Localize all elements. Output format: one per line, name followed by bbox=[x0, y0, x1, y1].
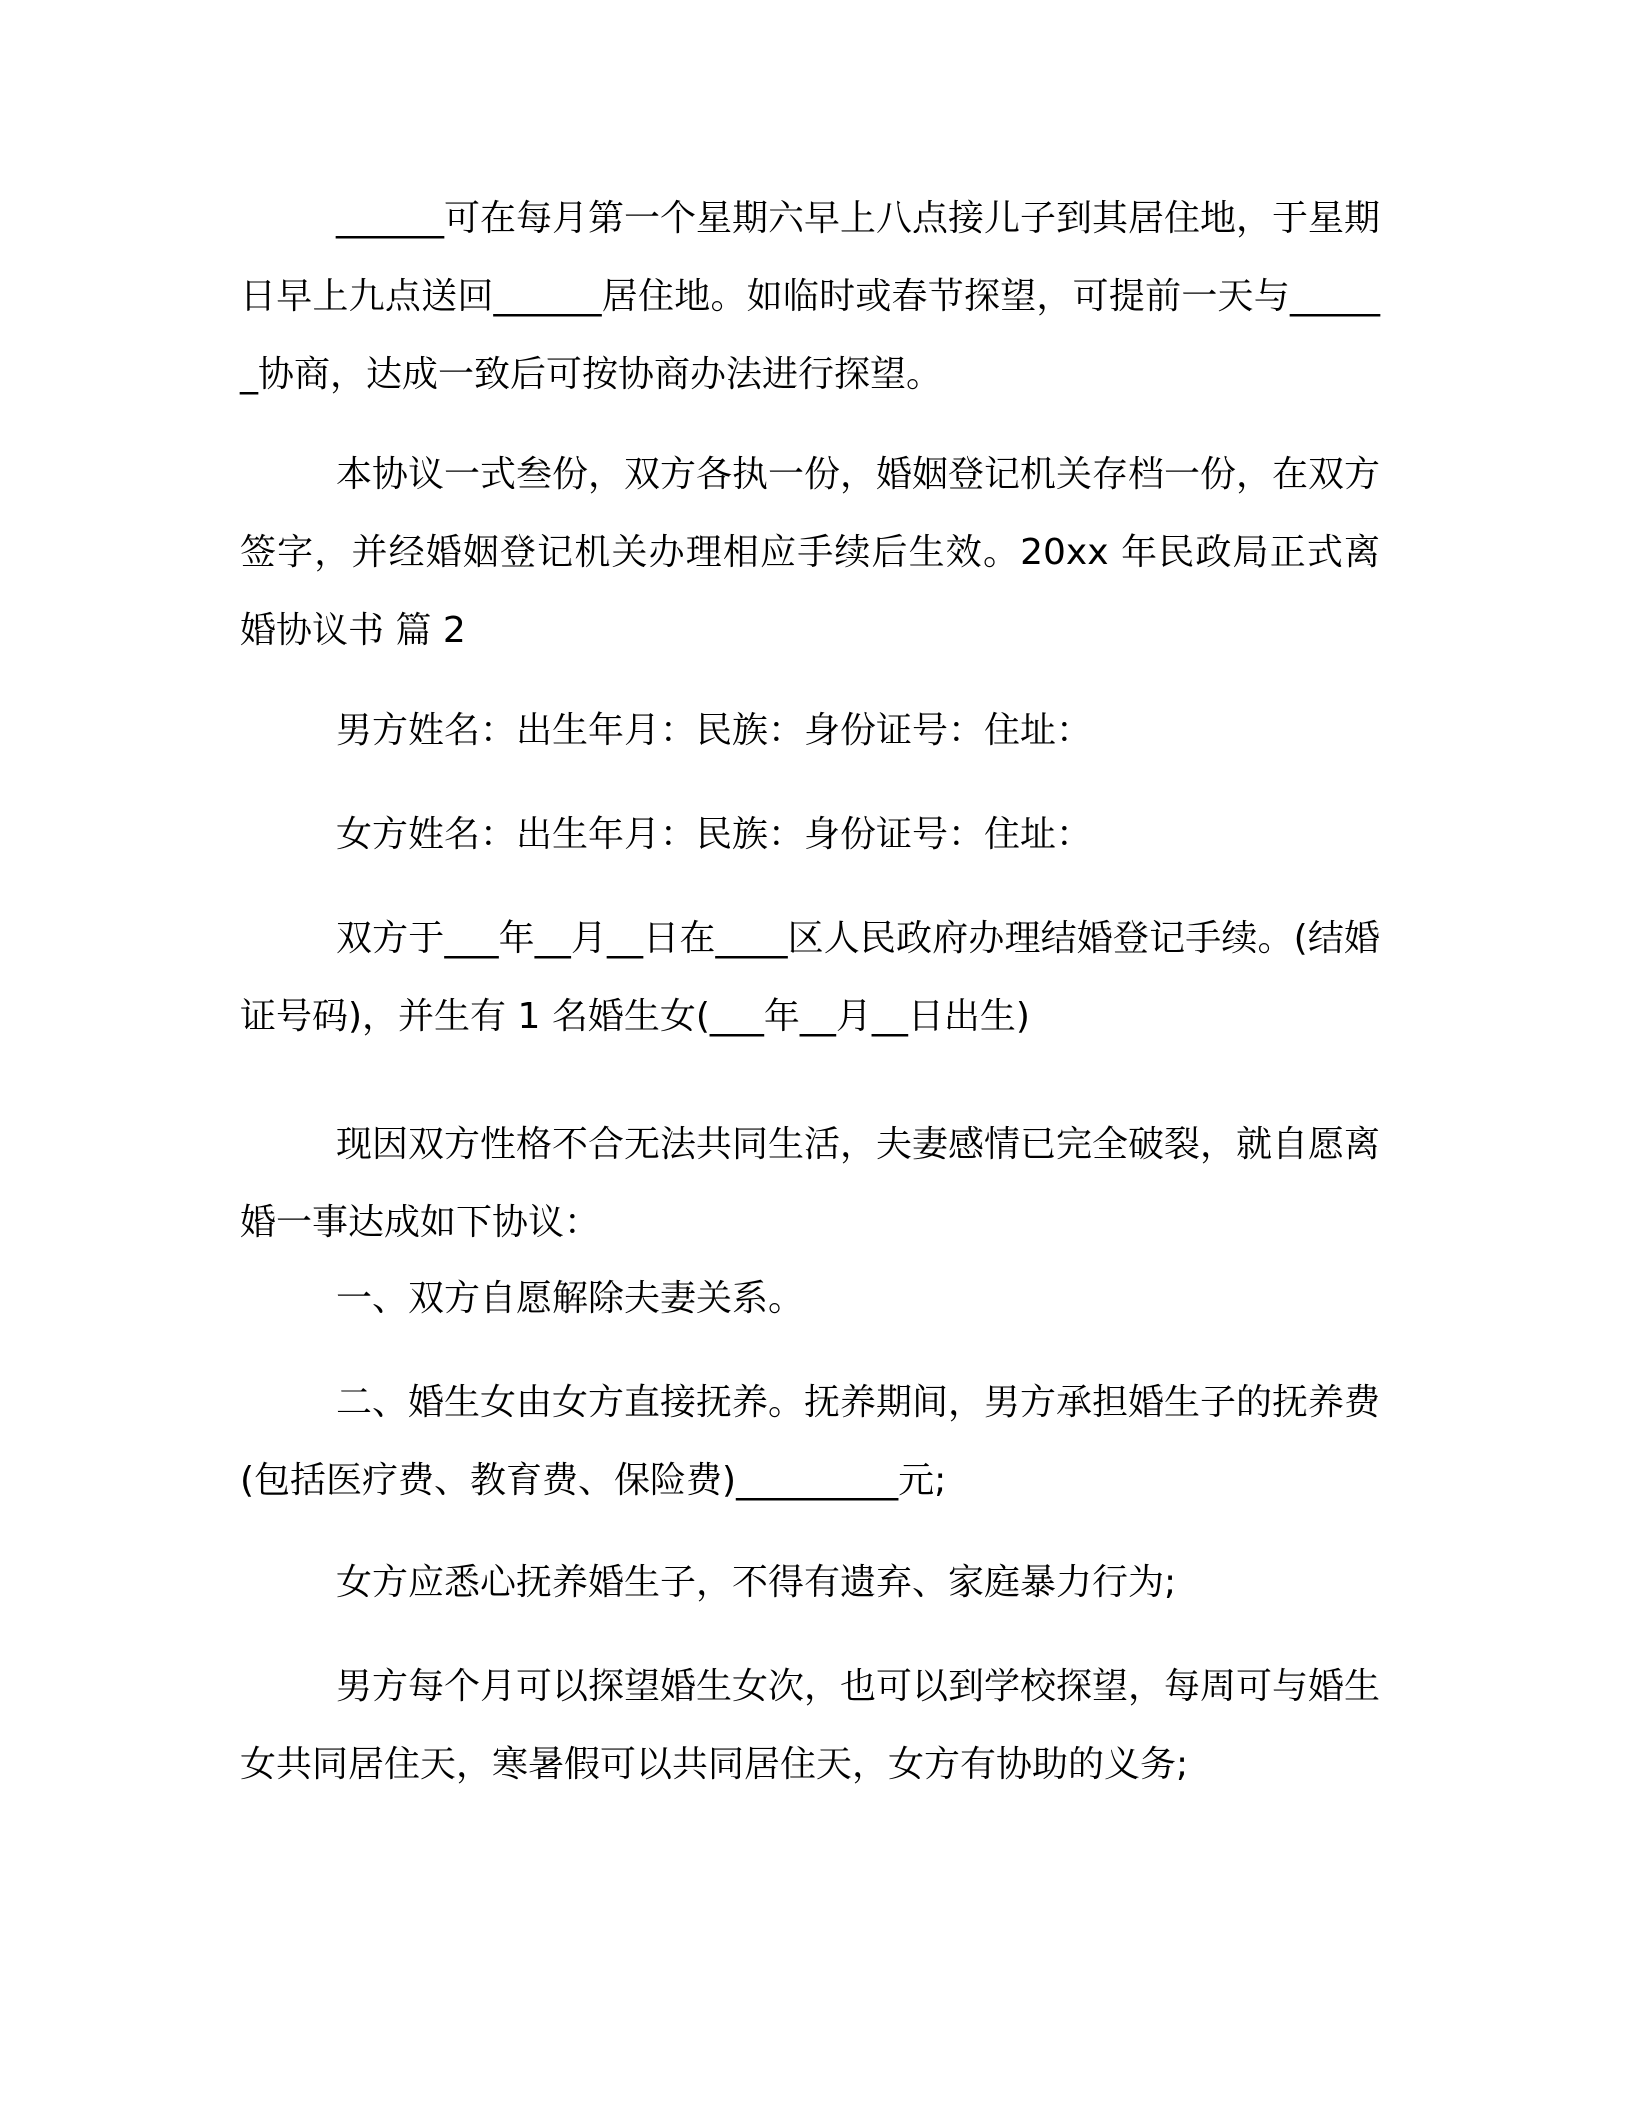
paragraph-male-party-info: 男方姓名：出生年月：民族：身份证号：住址： bbox=[336, 710, 1093, 751]
paragraph-divorce-reason: 现因双方性格不合无法共同生活，夫妻感情已完全破裂，就自愿离婚一事达成如下协议： bbox=[240, 1124, 1381, 1243]
paragraph-female-duty: 女方应悉心抚养婚生子，不得有遗弃、家庭暴力行为; bbox=[336, 1562, 1177, 1603]
paragraph-marriage-registration: 双方于___年__月__日在____区人民政府办理结婚登记手续。(结婚证号码)，并生有 1 名婚生女(___年__月__日出生) bbox=[240, 918, 1380, 1037]
paragraph-female-party-info: 女方姓名：出生年月：民族：身份证号：住址： bbox=[336, 814, 1093, 855]
paragraph-copies-and-title: 本协议一式叁份，双方各执一份，婚姻登记机关存档一份，在双方签字，并经婚姻登记机关办理相应手续后生效。20xx 年民政局正式离婚协议书 篇 2 bbox=[240, 454, 1381, 651]
paragraph-clause-two: 二、婚生女由女方直接抚养。抚养期间，男方承担婚生子的抚养费(包括医疗费、教育费、保险费)_________元; bbox=[240, 1382, 1381, 1501]
paragraph-clause-one: 一、双方自愿解除夫妻关系。 bbox=[336, 1278, 805, 1319]
paragraph-male-visitation: 男方每个月可以探望婚生女次，也可以到学校探望，每周可与婚生女共同居住天，寒暑假可以共同居住天，女方有协助的义务; bbox=[240, 1666, 1381, 1785]
paragraph-visitation-schedule: ______可在每月第一个星期六早上八点接儿子到其居住地，于星期日早上九点送回______居住地。如临时或春节探望，可提前一天与______协商，达成一致后可按协商办法进行探望。 bbox=[240, 198, 1381, 395]
